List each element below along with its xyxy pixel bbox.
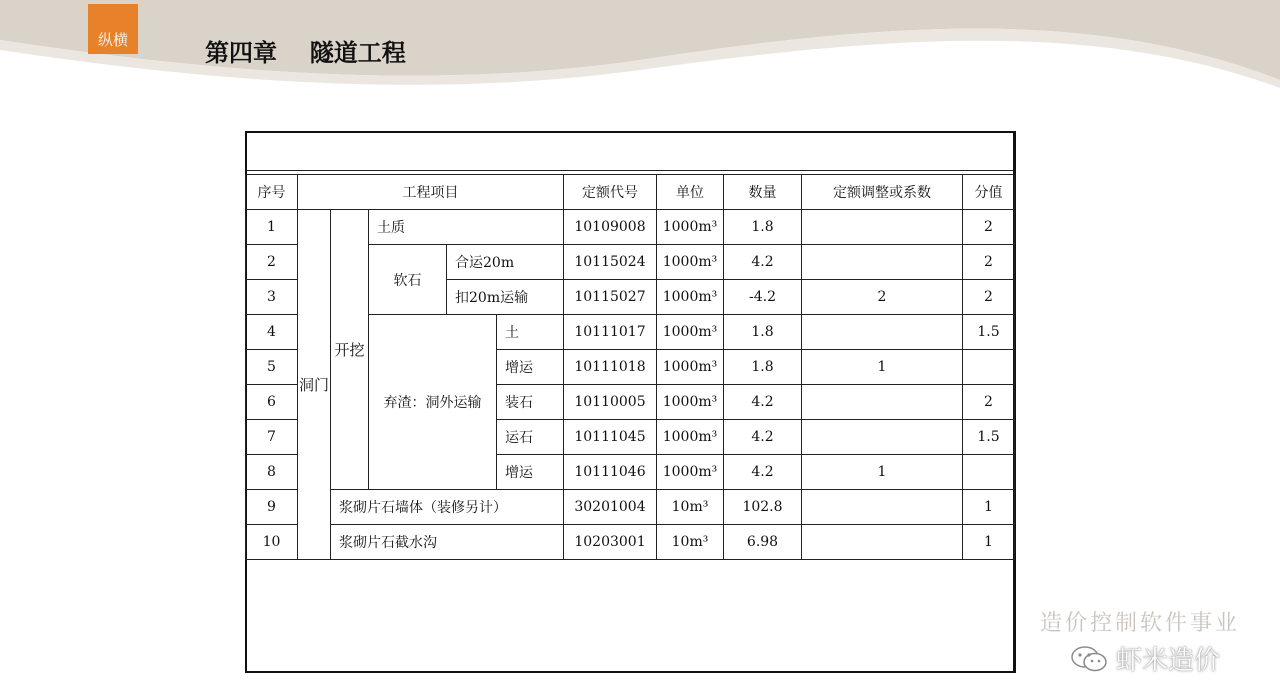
row-item: 增运 [497, 350, 564, 385]
row-qty: 4.2 [724, 455, 802, 490]
row-adjust [802, 210, 963, 245]
row-qty: 4.2 [724, 385, 802, 420]
row-no: 5 [246, 350, 298, 385]
row-no: 7 [246, 420, 298, 455]
table-row [246, 525, 1015, 560]
watermark-text: 造价控制软件事业 [1040, 611, 1241, 636]
row-score: 2 [963, 280, 1015, 315]
row-unit: 1000m³ [657, 210, 724, 245]
row-item: 运石 [497, 420, 564, 455]
group-kaiwa: 开挖 [331, 210, 369, 490]
row-code: 10111045 [564, 420, 657, 455]
row-adjust [802, 490, 963, 525]
header-project: 工程项目 [298, 175, 564, 210]
row-item: 合运20m [447, 245, 564, 280]
row-unit: 10m³ [657, 525, 724, 560]
row-unit: 1000m³ [657, 280, 724, 315]
group-dongmen: 洞门 [298, 210, 331, 560]
row-code: 10203001 [564, 525, 657, 560]
row-adjust [802, 315, 963, 350]
row-no: 3 [246, 280, 298, 315]
row-code: 10111018 [564, 350, 657, 385]
row-adjust [802, 245, 963, 280]
row-adjust [802, 420, 963, 455]
row-item: 增运 [497, 455, 564, 490]
row-unit: 1000m³ [657, 420, 724, 455]
row-code: 10110005 [564, 385, 657, 420]
row-item: 土 [497, 315, 564, 350]
row-qty: 1.8 [724, 315, 802, 350]
row-unit: 1000m³ [657, 455, 724, 490]
row-qty: 102.8 [724, 490, 802, 525]
group-soft-rock: 软石 [369, 245, 447, 315]
row-qty: -4.2 [724, 280, 802, 315]
row-code: 10111046 [564, 455, 657, 490]
row-code: 10111017 [564, 315, 657, 350]
table-row [246, 490, 1015, 525]
row-qty: 4.2 [724, 245, 802, 280]
row-score: 2 [963, 245, 1015, 280]
page-title: 第四章 隧道工程 [205, 39, 406, 67]
header-qty: 数量 [724, 175, 802, 210]
row-adjust: 2 [802, 280, 963, 315]
header-unit: 单位 [657, 175, 724, 210]
row-adjust: 1 [802, 455, 963, 490]
row-unit: 10m³ [657, 490, 724, 525]
row-adjust [802, 385, 963, 420]
row-qty: 1.8 [724, 210, 802, 245]
row-score: 1 [963, 525, 1015, 560]
row-adjust [802, 525, 963, 560]
watermark-brand-text: 虾米造价 [1116, 646, 1221, 676]
table-header-row [246, 175, 1015, 210]
row-no: 1 [246, 210, 298, 245]
row-score: 2 [963, 210, 1015, 245]
row-code: 10115024 [564, 245, 657, 280]
group-waste-transport: 弃渣：洞外运输 [369, 315, 497, 490]
header-score: 分值 [963, 175, 1015, 210]
row-item: 浆砌片石截水沟 [331, 525, 564, 560]
row-score: 1.5 [963, 420, 1015, 455]
row-item: 土质 [369, 210, 564, 245]
header-no: 序号 [246, 175, 298, 210]
row-no: 2 [246, 245, 298, 280]
row-unit: 1000m³ [657, 385, 724, 420]
row-score: 1 [963, 490, 1015, 525]
row-score [963, 350, 1015, 385]
logo [88, 4, 138, 54]
watermark-brand [1070, 640, 1220, 677]
wechat-icon [1070, 644, 1108, 674]
row-no: 4 [246, 315, 298, 350]
row-unit: 1000m³ [657, 245, 724, 280]
header-band [0, 0, 1280, 110]
quota-table [245, 174, 1015, 560]
logo-text: 纵横 [97, 31, 128, 49]
row-qty: 6.98 [724, 525, 802, 560]
row-qty: 1.8 [724, 350, 802, 385]
row-qty: 4.2 [724, 420, 802, 455]
header-adjust: 定额调整或系数 [802, 175, 963, 210]
row-item: 浆砌片石墙体（装修另计） [331, 490, 564, 525]
row-code: 30201004 [564, 490, 657, 525]
row-item: 装石 [497, 385, 564, 420]
row-no: 10 [246, 525, 298, 560]
row-unit: 1000m³ [657, 350, 724, 385]
header-code: 定额代号 [564, 175, 657, 210]
row-no: 9 [246, 490, 298, 525]
row-code: 10115027 [564, 280, 657, 315]
table-row [246, 210, 1015, 245]
row-no: 6 [246, 385, 298, 420]
row-score: 1.5 [963, 315, 1015, 350]
row-adjust: 1 [802, 350, 963, 385]
row-item: 扣20m运输 [447, 280, 564, 315]
row-code: 10109008 [564, 210, 657, 245]
row-score: 2 [963, 385, 1015, 420]
row-unit: 1000m³ [657, 315, 724, 350]
row-score [963, 455, 1015, 490]
row-no: 8 [246, 455, 298, 490]
